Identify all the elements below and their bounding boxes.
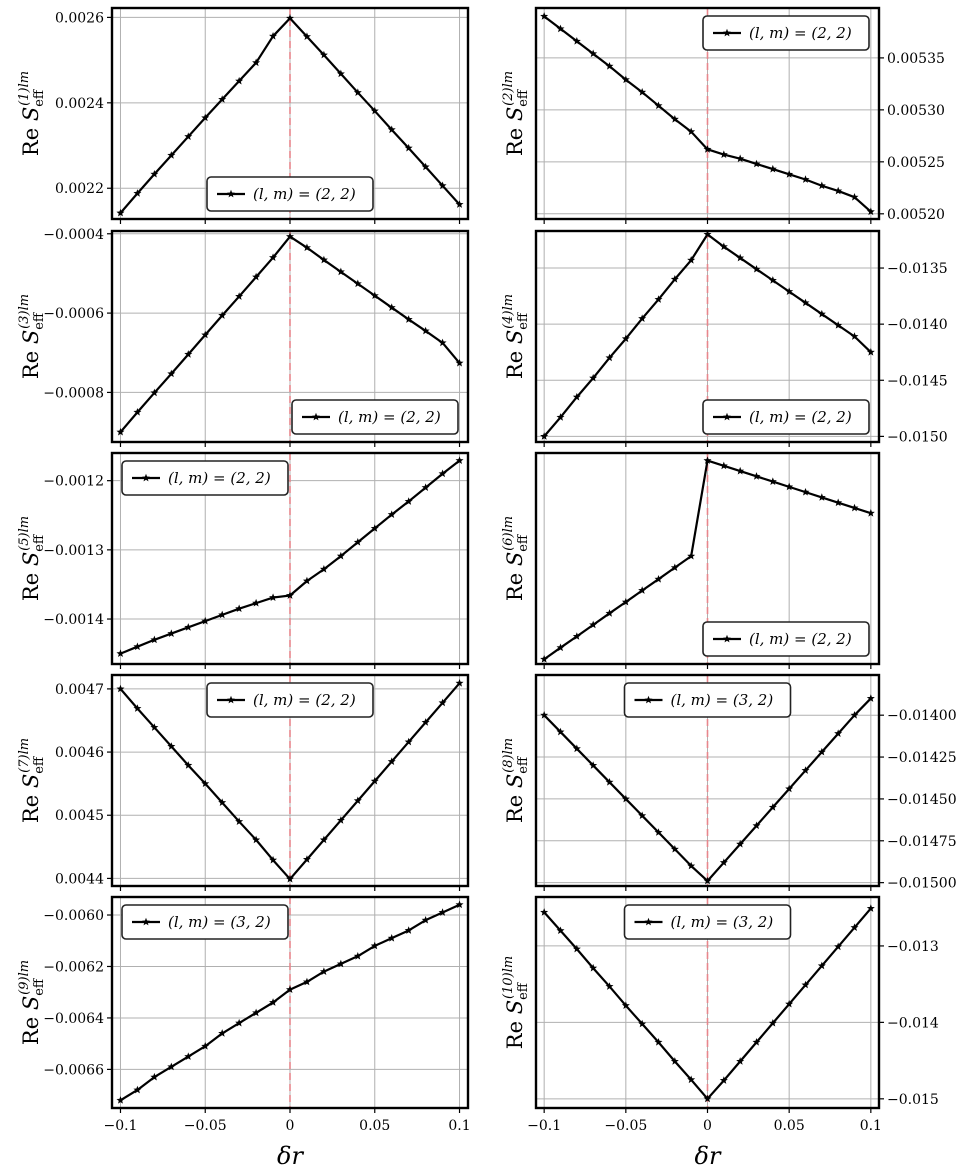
panel-9-xtick-label-0: −0.1 xyxy=(103,1118,138,1134)
panel-2-point-11 xyxy=(720,150,728,158)
panel-4-legend xyxy=(703,400,869,434)
panel-3-ylabel: Re $S_{eff}(3)lm$ xyxy=(17,293,47,380)
panel-5-point-8 xyxy=(252,599,260,607)
panel-8-legend-label: (l, m) = (3, 2) xyxy=(670,691,774,709)
panel-10-xtick-label-0: −0.1 xyxy=(527,1118,562,1134)
panel-4 xyxy=(501,230,948,447)
panel-2-point-13 xyxy=(753,160,761,168)
panel-3-ytick-label-2: −0.0004 xyxy=(43,226,104,243)
panel-2-ytick-label-1: 0.00525 xyxy=(887,154,945,171)
panel-10-legend xyxy=(625,905,791,939)
panel-2-legend-label: (l, m) = (2, 2) xyxy=(749,24,852,42)
panel-4-ylabel: Re $S_{eff}(4)lm$ xyxy=(501,293,531,380)
panel-2-ytick-label-2: 0.00530 xyxy=(887,102,945,119)
panel-3-ytick-label-1: −0.0006 xyxy=(43,306,104,323)
panel-5-ylabel: Re $S_{eff}(5)lm$ xyxy=(17,515,47,602)
panel-10-xtick-label-3: 0.05 xyxy=(773,1118,805,1134)
panel-4-ytick-label-0: −0.0150 xyxy=(887,429,948,446)
panel-10-ylabel: Re $S_{eff}(10)lm$ xyxy=(501,955,531,1050)
panel-6-point-13 xyxy=(753,472,761,480)
panel-9-xtick-label-4: 0.1 xyxy=(448,1118,471,1134)
panel-5-ytick-label-1: −0.0013 xyxy=(43,542,104,559)
panel-9-ytick-label-0: −0.0066 xyxy=(43,1062,104,1079)
panel-6-legend-label: (l, m) = (2, 2) xyxy=(749,630,852,648)
panel-6-ylabel: Re $S_{eff}(6)lm$ xyxy=(501,515,531,602)
panel-1-ytick-label-1: 0.0024 xyxy=(55,95,104,112)
panel-8-legend xyxy=(625,683,791,717)
panel-2-point-14 xyxy=(769,165,777,173)
panel-6-point-14 xyxy=(769,477,777,485)
panel-5-point-6 xyxy=(218,611,226,619)
panel-1-legend-label: (l, m) = (2, 2) xyxy=(253,185,356,203)
panel-10-ytick-label-0: −0.015 xyxy=(887,1091,939,1108)
panel-7 xyxy=(17,675,468,891)
panel-9-legend xyxy=(122,905,288,939)
panel-5-point-7 xyxy=(235,604,243,612)
panel-9-ytick-label-3: −0.0060 xyxy=(43,908,104,925)
panel-8-ylabel: Re $S_{eff}(8)lm$ xyxy=(501,737,531,824)
panel-9-ytick-label-2: −0.0062 xyxy=(43,959,104,976)
panel-6-point-18 xyxy=(834,498,842,506)
panel-5-ytick-label-2: −0.0012 xyxy=(43,473,104,490)
panel-4-legend-label: (l, m) = (2, 2) xyxy=(749,408,852,426)
panel-5-point-9 xyxy=(269,593,277,601)
panel-9-ylabel: Re $S_{eff}(9)lm$ xyxy=(17,959,47,1046)
panel-1-ytick-label-2: 0.0026 xyxy=(55,10,104,27)
panel-7-ytick-label-1: 0.0045 xyxy=(55,808,104,825)
panel-2-point-16 xyxy=(802,175,810,183)
panel-2-legend xyxy=(703,16,869,50)
panel-8-ytick-label-1: −0.01475 xyxy=(887,833,957,850)
panel-7-legend xyxy=(207,683,373,717)
panel-7-ytick-label-3: 0.0047 xyxy=(55,681,104,698)
panel-5-ytick-label-0: −0.0014 xyxy=(43,612,104,629)
panel-6-legend xyxy=(703,622,869,656)
panel-8-ytick-label-2: −0.01450 xyxy=(887,791,957,808)
panel-6-point-16 xyxy=(802,488,810,496)
panel-2-ylabel: Re $S_{eff}(2)lm$ xyxy=(501,70,531,157)
panel-4-ytick-label-3: −0.0135 xyxy=(887,261,948,278)
panel-10 xyxy=(501,897,939,1170)
panel-9-xtick-label-1: −0.05 xyxy=(183,1118,227,1134)
panel-2-point-18 xyxy=(834,187,842,195)
panel-4-ytick-label-2: −0.0140 xyxy=(887,317,948,334)
panel-7-legend-label: (l, m) = (2, 2) xyxy=(253,691,356,709)
panel-8-ytick-label-0: −0.01500 xyxy=(887,875,957,892)
panel-5-point-4 xyxy=(184,623,192,631)
panel-10-ytick-label-2: −0.013 xyxy=(887,938,939,955)
panel-3-ytick-label-0: −0.0008 xyxy=(43,385,104,402)
panel-9-legend-label: (l, m) = (3, 2) xyxy=(168,913,271,931)
panel-10-xtick-label-2: 0 xyxy=(703,1118,712,1134)
panel-6-point-17 xyxy=(818,493,826,501)
panel-3 xyxy=(17,227,468,447)
panel-6-point-11 xyxy=(720,462,728,470)
panel-10-xlabel: δr xyxy=(694,1142,721,1170)
panel-2 xyxy=(501,8,945,224)
panel-5-legend xyxy=(122,461,288,495)
panel-6-point-19 xyxy=(851,504,859,512)
panel-3-legend-label: (l, m) = (2, 2) xyxy=(338,408,441,426)
panel-10-ytick-label-1: −0.014 xyxy=(887,1015,939,1032)
panel-6 xyxy=(501,0,957,669)
panel-1-ytick-label-0: 0.0022 xyxy=(55,181,104,198)
panel-9-xlabel: δr xyxy=(277,1142,303,1170)
panel-5-legend-label: (l, m) = (2, 2) xyxy=(168,469,271,487)
panel-8 xyxy=(501,675,957,892)
panel-7-ylabel: Re $S_{eff}(7)lm$ xyxy=(17,737,47,824)
panel-10-xtick-label-1: −0.05 xyxy=(604,1118,648,1134)
panel-6-point-12 xyxy=(736,467,744,475)
panel-9-xtick-label-2: 0 xyxy=(285,1118,295,1134)
panel-8-ytick-label-4: −0.01400 xyxy=(887,708,957,725)
panel-2-point-17 xyxy=(818,182,826,190)
panel-2-ytick-label-0: 0.00520 xyxy=(887,206,945,223)
panel-2-point-12 xyxy=(736,155,744,163)
panel-3-legend xyxy=(292,400,458,434)
panel-4-ytick-label-1: −0.0145 xyxy=(887,373,948,390)
panel-2-ytick-label-3: 0.00535 xyxy=(887,50,945,67)
panel-1-legend xyxy=(207,177,373,211)
panel-9-ytick-label-1: −0.0064 xyxy=(43,1010,104,1027)
panel-9-xtick-label-3: 0.05 xyxy=(359,1118,391,1134)
panel-5-point-3 xyxy=(167,629,175,637)
panel-7-ytick-label-0: 0.0044 xyxy=(55,871,104,888)
panel-1-ylabel: Re $S_{eff}(1)lm$ xyxy=(17,70,47,157)
panel-8-ytick-label-3: −0.01425 xyxy=(887,750,957,767)
panel-7-ytick-label-2: 0.0046 xyxy=(55,745,104,762)
panel-1 xyxy=(17,8,468,224)
panel-9 xyxy=(17,897,471,1170)
panel-5 xyxy=(17,453,468,669)
panel-10-xtick-label-4: 0.1 xyxy=(859,1118,882,1134)
panel-10-legend-label: (l, m) = (3, 2) xyxy=(670,913,774,931)
